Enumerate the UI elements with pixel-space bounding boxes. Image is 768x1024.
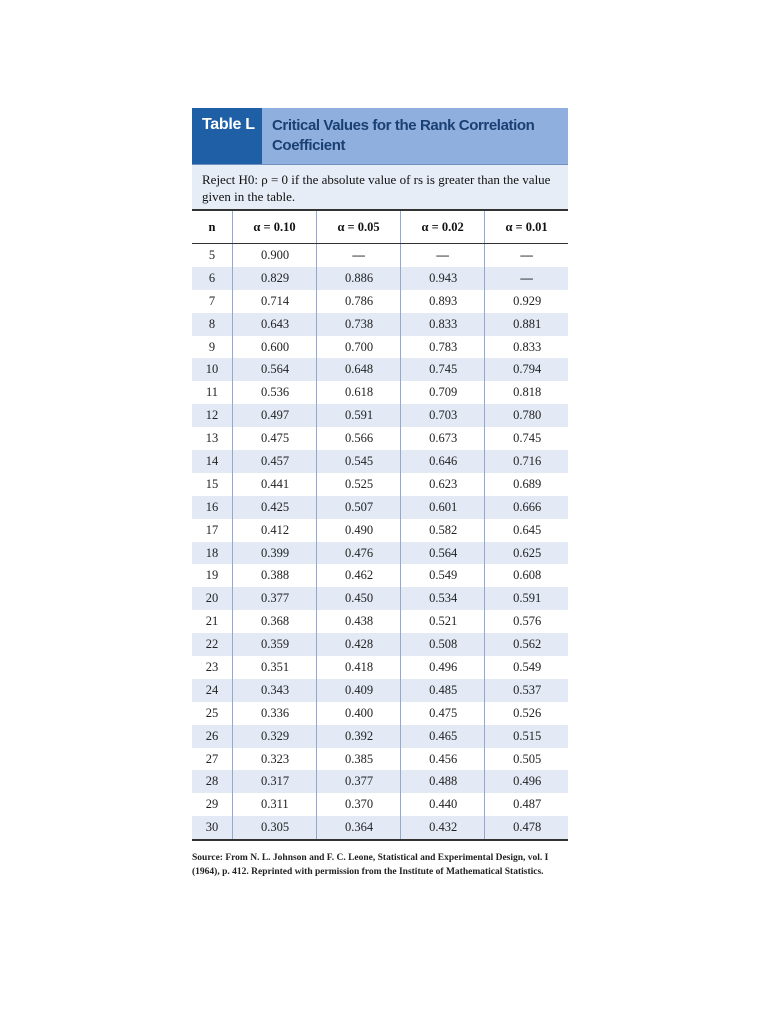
critical-value-cell: 0.562	[485, 633, 568, 656]
table-row	[192, 610, 568, 633]
critical-value-cell: 0.457	[233, 450, 317, 473]
critical-value-cell: 0.709	[401, 381, 485, 404]
critical-value-cell: 0.673	[401, 427, 485, 450]
critical-value-cell: 0.564	[401, 542, 485, 565]
critical-value-cell: 0.646	[401, 450, 485, 473]
critical-value-cell: —	[520, 247, 533, 262]
critical-value-cell: 0.608	[513, 568, 542, 583]
critical-value-cell: 0.377	[317, 770, 401, 793]
column-header-row	[192, 211, 568, 244]
row-n-cell: 26	[192, 725, 233, 748]
critical-value-cell: 0.714	[233, 290, 317, 313]
critical-value-cell: 0.441	[233, 473, 317, 496]
critical-value-cell: 0.478	[485, 816, 568, 840]
row-n-cell: 23	[192, 656, 233, 679]
table-row	[192, 587, 568, 610]
critical-value-cell: 0.525	[317, 473, 401, 496]
row-n-cell: 11	[192, 381, 233, 404]
critical-value-cell: 0.521	[401, 610, 485, 633]
critical-value-cell: —	[485, 267, 568, 290]
table-row	[192, 290, 568, 313]
critical-value-cell: 0.881	[485, 313, 568, 336]
critical-value-cell: —	[401, 244, 485, 267]
row-n-cell: 13	[192, 427, 233, 450]
table-row	[192, 679, 568, 702]
critical-value-cell: 0.943	[401, 267, 485, 290]
critical-value-cell: 0.497	[233, 404, 317, 427]
critical-value-cell: 0.783	[401, 336, 485, 359]
table-row	[192, 358, 568, 381]
critical-value-cell: 0.507	[317, 496, 401, 519]
critical-value-cell: 0.505	[513, 751, 542, 766]
row-n-cell: 16	[192, 496, 233, 519]
row-n-cell: 27	[192, 748, 233, 771]
critical-values-table	[192, 211, 568, 841]
critical-value-cell: 0.738	[317, 313, 401, 336]
row-n-cell: 19	[192, 564, 233, 587]
critical-value-cell: 0.716	[485, 450, 568, 473]
table-row	[192, 450, 568, 473]
row-n-cell: 7	[192, 290, 233, 313]
row-n-cell: 9	[192, 336, 233, 359]
critical-value-cell: 0.475	[233, 427, 317, 450]
row-n-cell: 29	[192, 793, 233, 816]
table-row	[192, 381, 568, 404]
row-n-cell: 5	[192, 244, 233, 267]
row-n-cell: 22	[192, 633, 233, 656]
row-n-cell: 8	[192, 313, 233, 336]
table-title	[262, 108, 568, 164]
critical-value-cell: 0.818	[513, 385, 542, 400]
critical-value-cell: 0.428	[317, 633, 401, 656]
row-n-cell: 20	[192, 587, 233, 610]
table-row	[192, 313, 568, 336]
table-row	[192, 336, 568, 359]
table-row	[192, 542, 568, 565]
critical-value-cell: 0.929	[513, 293, 542, 308]
critical-value-cell: 0.648	[317, 358, 401, 381]
critical-value-cell: 0.893	[401, 290, 485, 313]
table-row	[192, 816, 568, 840]
critical-value-cell: 0.462	[317, 564, 401, 587]
critical-value-cell: 0.549	[513, 659, 542, 674]
critical-value-cell: 0.508	[401, 633, 485, 656]
table-header	[192, 108, 568, 165]
row-n-cell: 24	[192, 679, 233, 702]
critical-value-cell: 0.576	[513, 614, 542, 629]
row-n-cell: 15	[192, 473, 233, 496]
critical-value-cell: 0.645	[513, 522, 542, 537]
critical-value-cell: 0.368	[233, 610, 317, 633]
critical-value-cell: 0.703	[401, 404, 485, 427]
critical-value-cell: 0.700	[317, 336, 401, 359]
table-row	[192, 656, 568, 679]
critical-value-cell: 0.440	[401, 793, 485, 816]
table-row	[192, 633, 568, 656]
rejection-rule-note: Reject H0: ρ = 0 if the absolute value of rs is greater than the value given in the table.	[192, 165, 568, 211]
critical-value-cell: 0.385	[317, 748, 401, 771]
critical-value-cell: 0.323	[233, 748, 317, 771]
table-row	[192, 404, 568, 427]
critical-value-cell: 0.526	[513, 705, 542, 720]
critical-value-cell: 0.833	[513, 339, 542, 354]
critical-value-cell: 0.399	[233, 542, 317, 565]
row-n-cell: 28	[192, 770, 233, 793]
critical-value-cell: 0.886	[317, 267, 401, 290]
critical-value-cell: 0.600	[233, 336, 317, 359]
critical-value-cell: 0.618	[317, 381, 401, 404]
critical-value-cell: 0.487	[513, 797, 542, 812]
critical-value-cell: 0.476	[317, 542, 401, 565]
table-tag: Table L	[192, 108, 262, 164]
critical-value-cell: 0.465	[401, 725, 485, 748]
critical-value-cell: 0.317	[233, 770, 317, 793]
critical-value-cell: 0.564	[233, 358, 317, 381]
critical-value-cell: 0.409	[317, 679, 401, 702]
table-row	[192, 519, 568, 542]
critical-value-cell: 0.359	[233, 633, 317, 656]
critical-values-table-card	[192, 108, 568, 879]
critical-value-cell: 0.515	[485, 725, 568, 748]
critical-value-cell: 0.336	[233, 702, 317, 725]
critical-value-cell: 0.438	[317, 610, 401, 633]
column-header-alpha-002: α = 0.02	[401, 211, 485, 244]
critical-value-cell: 0.591	[317, 404, 401, 427]
critical-value-cell: 0.534	[401, 587, 485, 610]
row-n-cell: 14	[192, 450, 233, 473]
table-row	[192, 267, 568, 290]
critical-value-cell: 0.329	[233, 725, 317, 748]
critical-value-cell: 0.496	[485, 770, 568, 793]
critical-value-cell: 0.643	[233, 313, 317, 336]
table-title-line1: Critical Values for the Rank Correlation	[272, 117, 535, 134]
critical-value-cell: 0.456	[401, 748, 485, 771]
table-row	[192, 473, 568, 496]
column-header-alpha-005: α = 0.05	[317, 211, 401, 244]
critical-value-cell: 0.475	[401, 702, 485, 725]
critical-value-cell: 0.623	[401, 473, 485, 496]
column-header-alpha-010: α = 0.10	[233, 211, 317, 244]
critical-value-cell: 0.418	[317, 656, 401, 679]
critical-value-cell: —	[317, 244, 401, 267]
critical-value-cell: 0.745	[401, 358, 485, 381]
critical-value-cell: 0.545	[317, 450, 401, 473]
table-title-line2: Coefficient	[272, 137, 346, 154]
critical-value-cell: 0.488	[401, 770, 485, 793]
critical-value-cell: 0.549	[401, 564, 485, 587]
row-n-cell: 25	[192, 702, 233, 725]
critical-value-cell: 0.566	[317, 427, 401, 450]
table-row	[192, 725, 568, 748]
critical-value-cell: 0.412	[233, 519, 317, 542]
critical-value-cell: 0.305	[233, 816, 317, 840]
row-n-cell: 30	[192, 816, 233, 840]
column-header-n: n	[192, 211, 233, 244]
critical-value-cell: 0.370	[317, 793, 401, 816]
critical-value-cell: 0.786	[317, 290, 401, 313]
table-body	[192, 244, 568, 841]
row-n-cell: 6	[192, 267, 233, 290]
critical-value-cell: 0.496	[401, 656, 485, 679]
critical-value-cell: 0.432	[401, 816, 485, 840]
table-row	[192, 564, 568, 587]
critical-value-cell: 0.745	[513, 431, 542, 446]
critical-value-cell: 0.388	[233, 564, 317, 587]
critical-value-cell: 0.343	[233, 679, 317, 702]
table-row	[192, 793, 568, 816]
table-row	[192, 748, 568, 771]
critical-value-cell: 0.829	[233, 267, 317, 290]
source-citation: Source: From N. L. Johnson and F. C. Leone, Statistical and Experimental Design, vol. I (1964), p. 412. Reprinted with permission from the Institute of Mathematical Statistics.	[192, 853, 549, 878]
table-row	[192, 427, 568, 450]
critical-value-cell: 0.591	[485, 587, 568, 610]
table-row	[192, 770, 568, 793]
critical-value-cell: 0.311	[233, 793, 317, 816]
row-n-cell: 18	[192, 542, 233, 565]
critical-value-cell: 0.536	[233, 381, 317, 404]
row-n-cell: 21	[192, 610, 233, 633]
row-n-cell: 17	[192, 519, 233, 542]
critical-value-cell: 0.351	[233, 656, 317, 679]
critical-value-cell: 0.900	[233, 244, 317, 267]
critical-value-cell: 0.582	[401, 519, 485, 542]
critical-value-cell: 0.780	[485, 404, 568, 427]
critical-value-cell: 0.485	[401, 679, 485, 702]
critical-value-cell: 0.689	[513, 476, 542, 491]
critical-value-cell: 0.400	[317, 702, 401, 725]
critical-value-cell: 0.450	[317, 587, 401, 610]
critical-value-cell: 0.425	[233, 496, 317, 519]
critical-value-cell: 0.377	[233, 587, 317, 610]
critical-value-cell: 0.794	[485, 358, 568, 381]
column-header-alpha-001: α = 0.01	[485, 211, 568, 244]
critical-value-cell: 0.666	[485, 496, 568, 519]
table-row	[192, 496, 568, 519]
table-row	[192, 702, 568, 725]
critical-value-cell: 0.625	[485, 542, 568, 565]
critical-value-cell: 0.601	[401, 496, 485, 519]
critical-value-cell: 0.364	[317, 816, 401, 840]
row-n-cell: 10	[192, 358, 233, 381]
critical-value-cell: 0.490	[317, 519, 401, 542]
row-n-cell: 12	[192, 404, 233, 427]
critical-value-cell: 0.833	[401, 313, 485, 336]
critical-value-cell: 0.537	[485, 679, 568, 702]
table-row	[192, 244, 568, 267]
critical-value-cell: 0.392	[317, 725, 401, 748]
